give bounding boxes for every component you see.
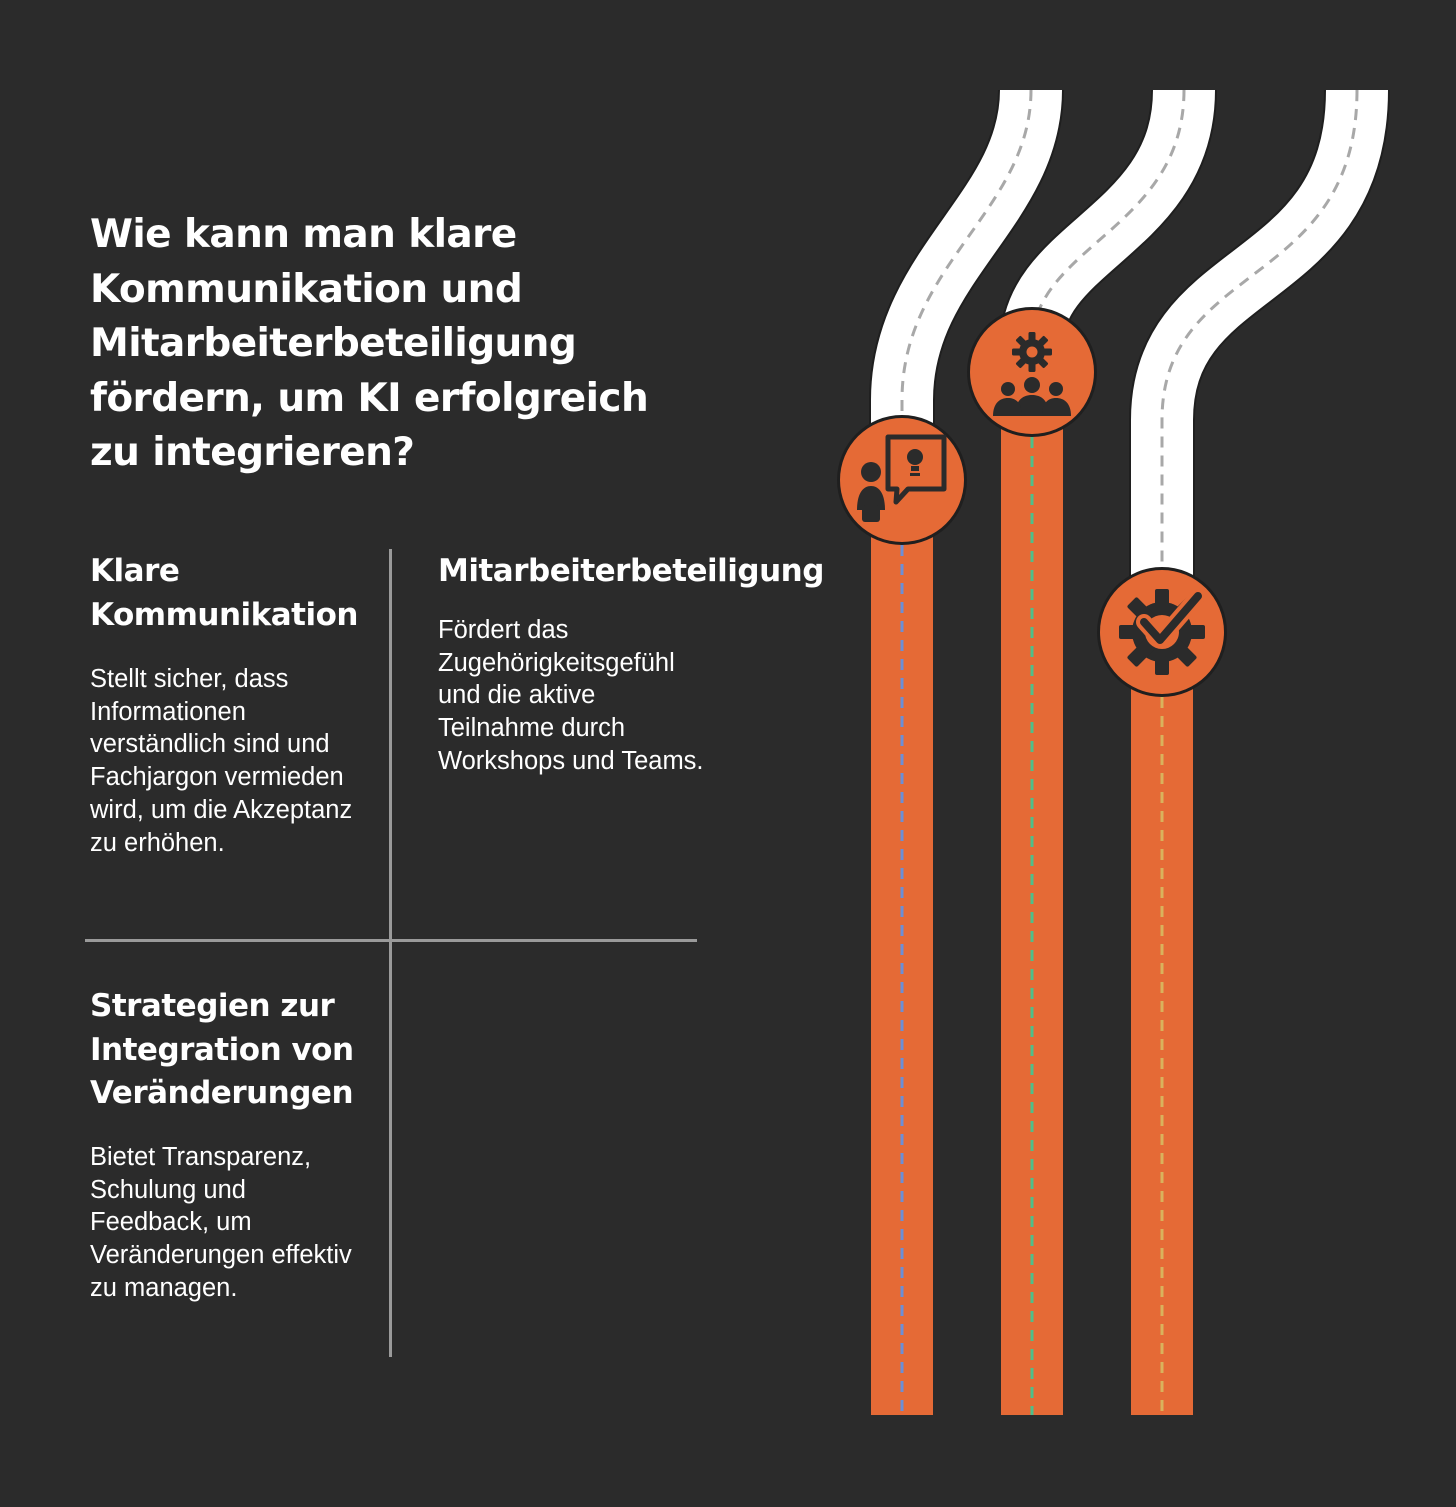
section-text-klare-kommunikation: Stellt sicher, dass Informationen verständlich sind und Fachjargon vermieden wird, um die Akzeptanz zu erhöhen. <box>90 665 353 857</box>
node-3 <box>1097 567 1227 697</box>
road-3 <box>1131 90 1357 1415</box>
section-text-strategien: Bietet Transparenz, Schulung und Feedback, um Veränderungen effektiv zu managen. <box>90 1143 352 1302</box>
section-title-strategien: Strategien zur Integration von Veränderungen <box>90 988 354 1111</box>
section-text-mitarbeiterbeteiligung: Fördert das Zugehörigkeitsgefühl und die aktive Teilnahme durch Workshops und Teams. <box>438 616 704 775</box>
page-title: Wie kann man klare Kommunikation und Mitarbeiterbeteiligung fördern, um KI erfolgreich zu integrieren? <box>90 212 649 475</box>
node-2 <box>967 307 1097 437</box>
section-title-klare-kommunikation: Klare Kommunikation <box>90 553 358 633</box>
gear-check-icon <box>1119 589 1205 675</box>
node-1 <box>837 415 967 545</box>
section-title-mitarbeiterbeteiligung: Mitarbeiterbeteiligung <box>438 553 824 589</box>
